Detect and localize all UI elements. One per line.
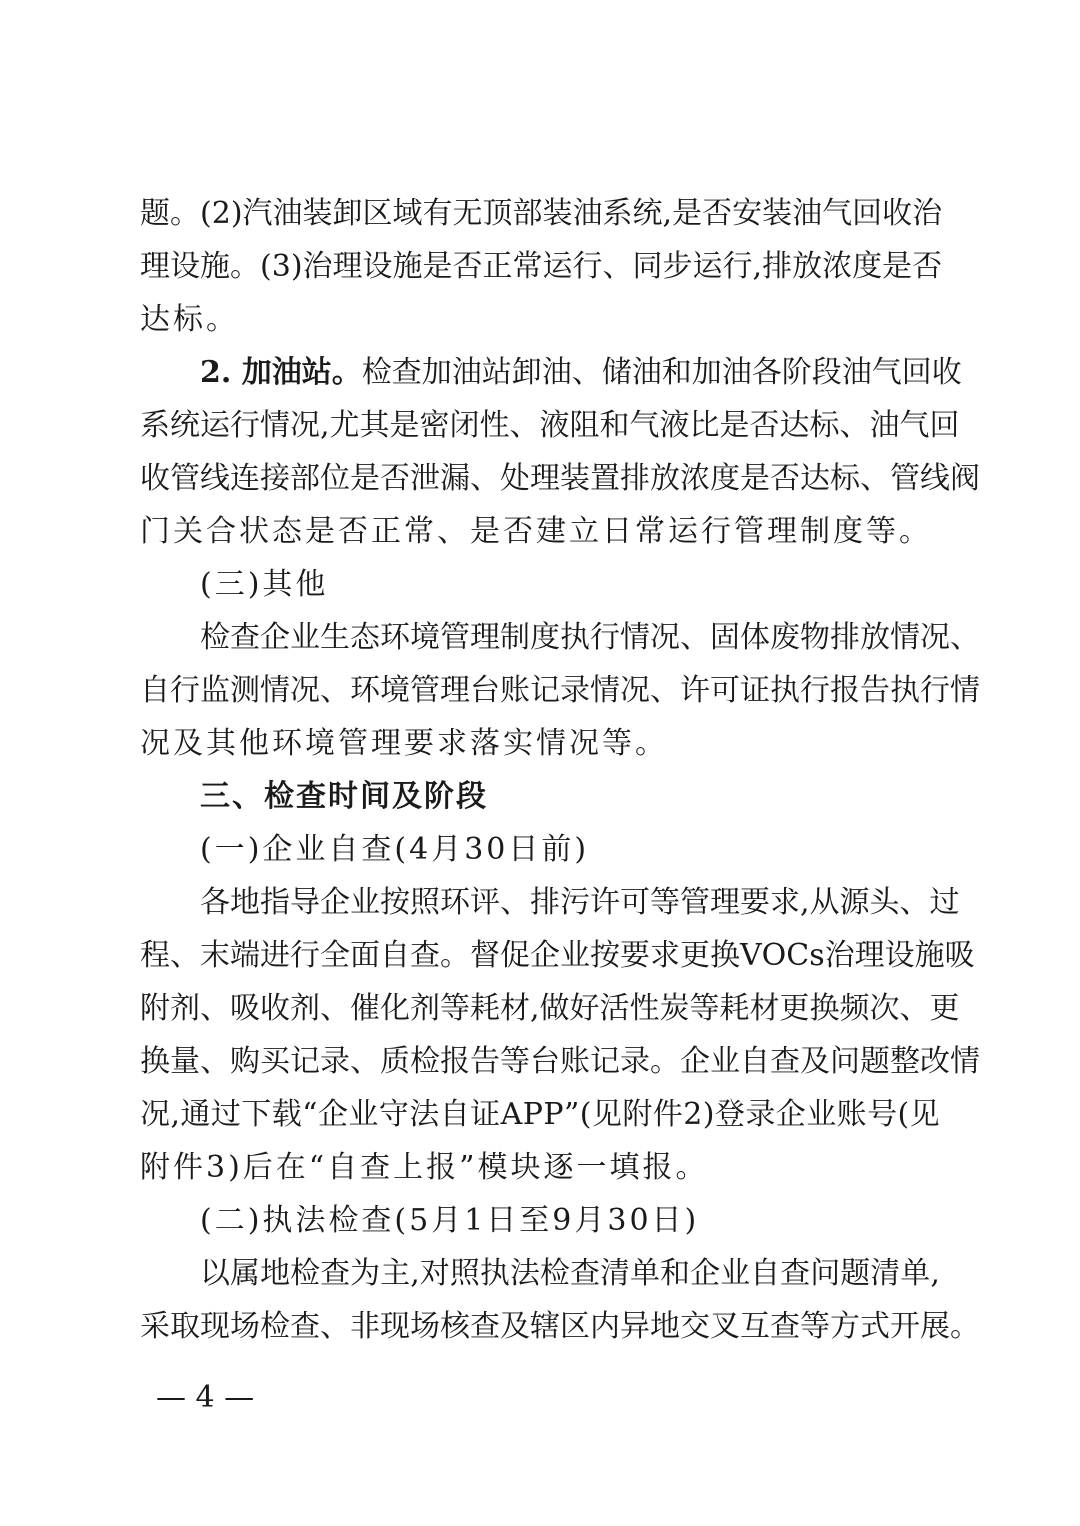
subsection-heading-enforcement: (二)执法检查(5月1日至9月30日) [200,1203,700,1238]
paragraph-line: 收 管 线 连 接 部 位 是 否 泄 漏 、 处 理 装 置 排 放 浓 度 是 否 达 标 、 管 线 阀 [140,461,980,496]
paragraph-line: 附 剂 、 吸 收 剂 、 催 化 剂 等 耗 材 , 做 好 活 性 炭 等 耗 材 更 换 频 次 、 更 [140,991,960,1026]
paragraph-line: 况 , 通 过 下 载 “ 企 业 守 法 自 证 A P P ” ( 见 附 件 2 ) 登 录 企 业 账 号 ( 见 [140,1097,940,1132]
subsection-heading-self-check: (一)企业自查(4月30日前) [200,832,590,867]
paragraph-line: 采 取 现 场 检 查 、 非 现 场 核 查 及 辖 区 内 异 地 交 叉 互 查 等 方 式 开 展 。 [140,1309,980,1344]
paragraph-line: 门关合状态是否正常、是否建立日常运行管理制度等。 [140,514,932,549]
paragraph-line: 理 设 施 。 ( 3 ) 治 理 设 施 是 否 正 常 运 行 、 同 步 运 行 , 排 放 浓 度 是 否 [140,249,943,284]
paragraph-line: 附件3)后在“自查上报”模块逐一填报。 [140,1150,709,1185]
gas-station-text: 检查加油站卸油、储油和加油各阶段油气回收 [361,355,962,390]
paragraph-line: 题 。 ( 2 ) 汽 油 装 卸 区 域 有 无 顶 部 装 油 系 统 , 是 否 安 装 油 气 回 收 治 [140,196,943,231]
paragraph-line: 以 属 地 检 查 为 主 , 对 照 执 法 检 查 清 单 和 企 业 自 查 问 题 清 单 , [200,1256,940,1291]
paragraph-line: 程 、 末 端 进 行 全 面 自 查 。 督 促 企 业 按 要 求 更 换 V O C s 治 理 设 施 吸 [140,938,975,973]
section-heading-schedule: 三、检查时间及阶段 [200,779,488,814]
section-heading-other: (三)其他 [200,567,329,602]
page-number: — 4 — [156,1380,255,1415]
paragraph-line: 达标。 [140,302,239,337]
paragraph-line: 系 统 运 行 情 况 , 尤 其 是 密 闭 性 、 液 阻 和 气 液 比 是 否 达 标 、 油 气 回 [140,408,960,443]
paragraph-line: 换 量 、 购 买 记 录 、 质 检 报 告 等 台 账 记 录 。 企 业 自 查 及 问 题 整 改 情 [140,1044,980,1079]
paragraph-line: 况及其他环境管理要求落实情况等。 [140,726,668,761]
body-text [140,187,980,1353]
paragraph-line-gas-station [140,346,962,399]
paragraph-line: 各 地 指 导 企 业 按 照 环 评 、 排 污 许 可 等 管 理 要 求 , 从 源 头 、 过 [200,885,960,920]
paragraph-line: 检 查 企 业 生 态 环 境 管 理 制 度 执 行 情 况 、 固 体 废 物 排 放 情 况 、 [200,620,980,655]
paragraph-line: 自 行 监 测 情 况 、 环 境 管 理 台 账 记 录 情 况 、 许 可 证 执 行 报 告 执 行 情 [140,673,980,708]
gas-station-heading: 2. 加油站。 [200,355,362,390]
